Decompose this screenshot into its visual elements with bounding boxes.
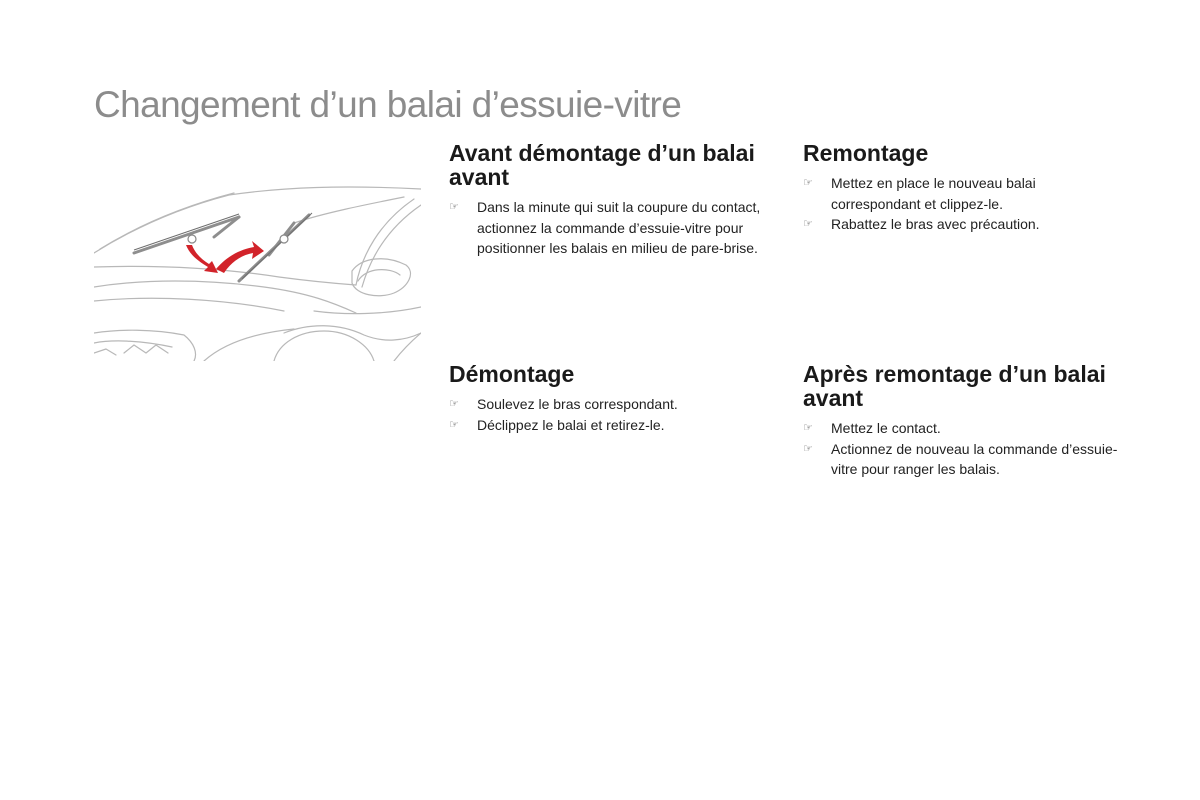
instruction-item bbox=[449, 394, 779, 415]
instruction-list bbox=[803, 173, 1123, 235]
instruction-text: Actionnez de nouveau la commande d’essuie-vitre pour ranger les balais. bbox=[831, 440, 1118, 477]
section-after-front-refitting bbox=[803, 362, 1133, 480]
instruction-text: Déclippez le balai et retirez-le. bbox=[477, 416, 665, 433]
instruction-list bbox=[803, 418, 1133, 480]
section-heading: Démontage bbox=[449, 361, 575, 387]
pointing-hand-icon: ☞ bbox=[449, 418, 459, 431]
windscreen-wiper-illustration bbox=[94, 183, 421, 361]
section-heading: Après remontage d’un balai avant bbox=[803, 361, 1106, 411]
instruction-text: Soulevez le bras correspondant. bbox=[477, 396, 678, 412]
section-removal bbox=[449, 362, 779, 435]
pointing-hand-icon: ☞ bbox=[803, 442, 813, 455]
section-heading: Remontage bbox=[803, 140, 929, 166]
pointing-hand-icon: ☞ bbox=[803, 422, 813, 434]
instruction-item bbox=[803, 173, 1123, 214]
instruction-item bbox=[449, 197, 779, 259]
instruction-text: Mettez en place le nouveau balai correspondant et clippez-le. bbox=[831, 175, 1036, 212]
page-title: Changement d’un balai d’essuie-vitre bbox=[94, 84, 682, 125]
instruction-list bbox=[449, 197, 779, 259]
section-before-front-removal bbox=[449, 141, 779, 259]
pointing-hand-icon: ☞ bbox=[803, 177, 813, 189]
pointing-hand-icon: ☞ bbox=[449, 201, 459, 213]
instruction-item bbox=[803, 439, 1133, 480]
section-heading: Avant démontage d’un balai avant bbox=[449, 140, 755, 190]
instruction-text: Dans la minute qui suit la coupure du contact, actionnez la commande d’essuie-vitre pour positionner les balais en milieu de pare-brise. bbox=[477, 199, 761, 256]
instruction-text: Rabattez le bras avec précaution. bbox=[831, 216, 1040, 232]
instruction-text: Mettez le contact. bbox=[831, 420, 941, 436]
instruction-list bbox=[449, 394, 779, 435]
instruction-item bbox=[803, 418, 1133, 439]
pointing-hand-icon: ☞ bbox=[449, 398, 459, 410]
instruction-item bbox=[803, 214, 1123, 235]
pointing-hand-icon: ☞ bbox=[803, 218, 813, 230]
instruction-item bbox=[449, 415, 779, 436]
section-refitting bbox=[803, 141, 1123, 235]
